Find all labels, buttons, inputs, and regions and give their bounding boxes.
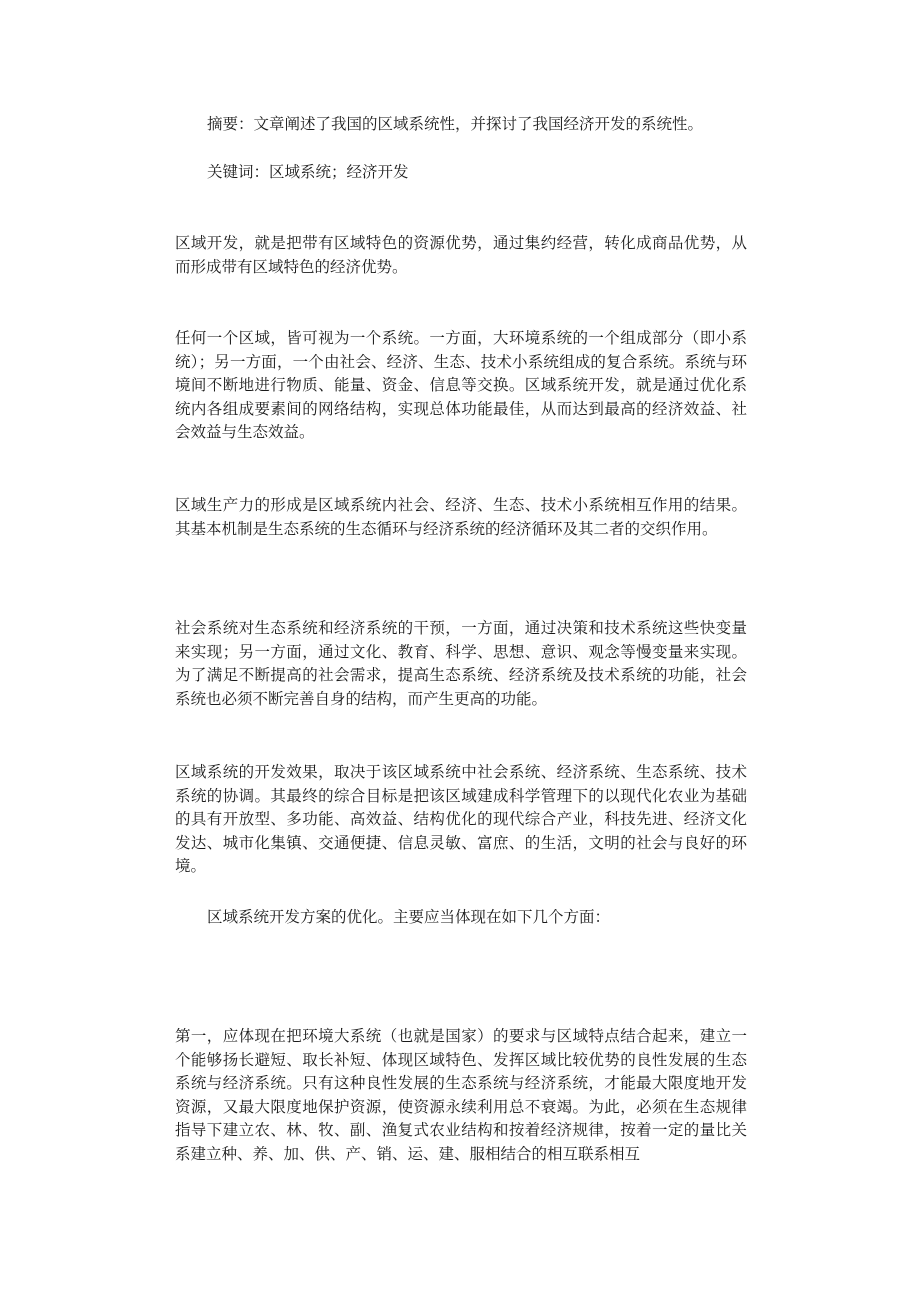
paragraph-development-effect: 区域系统的开发效果，取决于该区域系统中社会系统、经济系统、生态系统、技术系统的协调。其最终的综合目标是把该区域建成科学管理下的以现代化农业为基础的具有开放型、多功能、高效益、结构优化的现代综合产业，科技先进、经济文化发达、城市化集镇、交通便捷、信息灵敏、富庶、的生活，文明的社会与良好的环境。 — [175, 763, 747, 875]
paragraph-social-system: 社会系统对生态系统和经济系统的干预，一方面，通过决策和技术系统这些快变量来实现；另一方面，通过文化、教育、科学、思想、意识、观念等慢变量来实现。为了满足不断提高的社会需求，提高生态系统、经济系统及技术系统的功能，社会系统也必须不断完善自身的结构，而产生更高的功能。 — [175, 619, 747, 708]
paragraph-region-development: 区域开发，就是把带有区域特色的资源优势，通过集约经营，转化成商品优势，从而形成带有区域特色的经济优势。 — [175, 234, 747, 276]
optimization-intro: 区域系统开发方案的优化。主要应当体现在如下几个方面： — [207, 908, 611, 926]
paragraph-point-one: 第一，应体现在把环境大系统（也就是国家）的要求与区域特点结合起来，建立一个能够扬长避短、取长补短、体现区域特色、发挥区域比较优势的良性发展的生态系统与经济系统。只有这种良性发展的生态系统与经济系统，才能最大限度地开发资源，又最大限度地保护资源，使资源永续利用总不衰竭。为此，必须在生态规律指导下建立农、林、牧、副、渔复式农业结构和按着经济规律，按着一定的量比关系建立种、养、加、供、产、销、运、建、服相结合的相互联系相互 — [175, 1027, 747, 1163]
paragraph-region-as-system: 任何一个区域，皆可视为一个系统。一方面，大环境系统的一个组成部分（即小系统）；另一方面，一个由社会、经济、生态、技术小系统组成的复合系统。系统与环境间不断地进行物质、能量、资金、信息等交换。区域系统开发，就是通过优化系统内各组成要素间的网络结构，实现总体功能最佳，从而达到最高的经济效益、社会效益与生态效益。 — [175, 329, 747, 441]
paragraph-productivity-formation: 区域生产力的形成是区域系统内社会、经济、生态、技术小系统相互作用的结果。其基本机制是生态系统的生态循环与经济系统的经济循环及其二者的交织作用。 — [175, 496, 747, 538]
keywords: 关键词：区域系统；经济开发 — [207, 163, 409, 181]
abstract: 摘要：文章阐述了我国的区域系统性，并探讨了我国经济开发的系统性。 — [207, 115, 704, 133]
